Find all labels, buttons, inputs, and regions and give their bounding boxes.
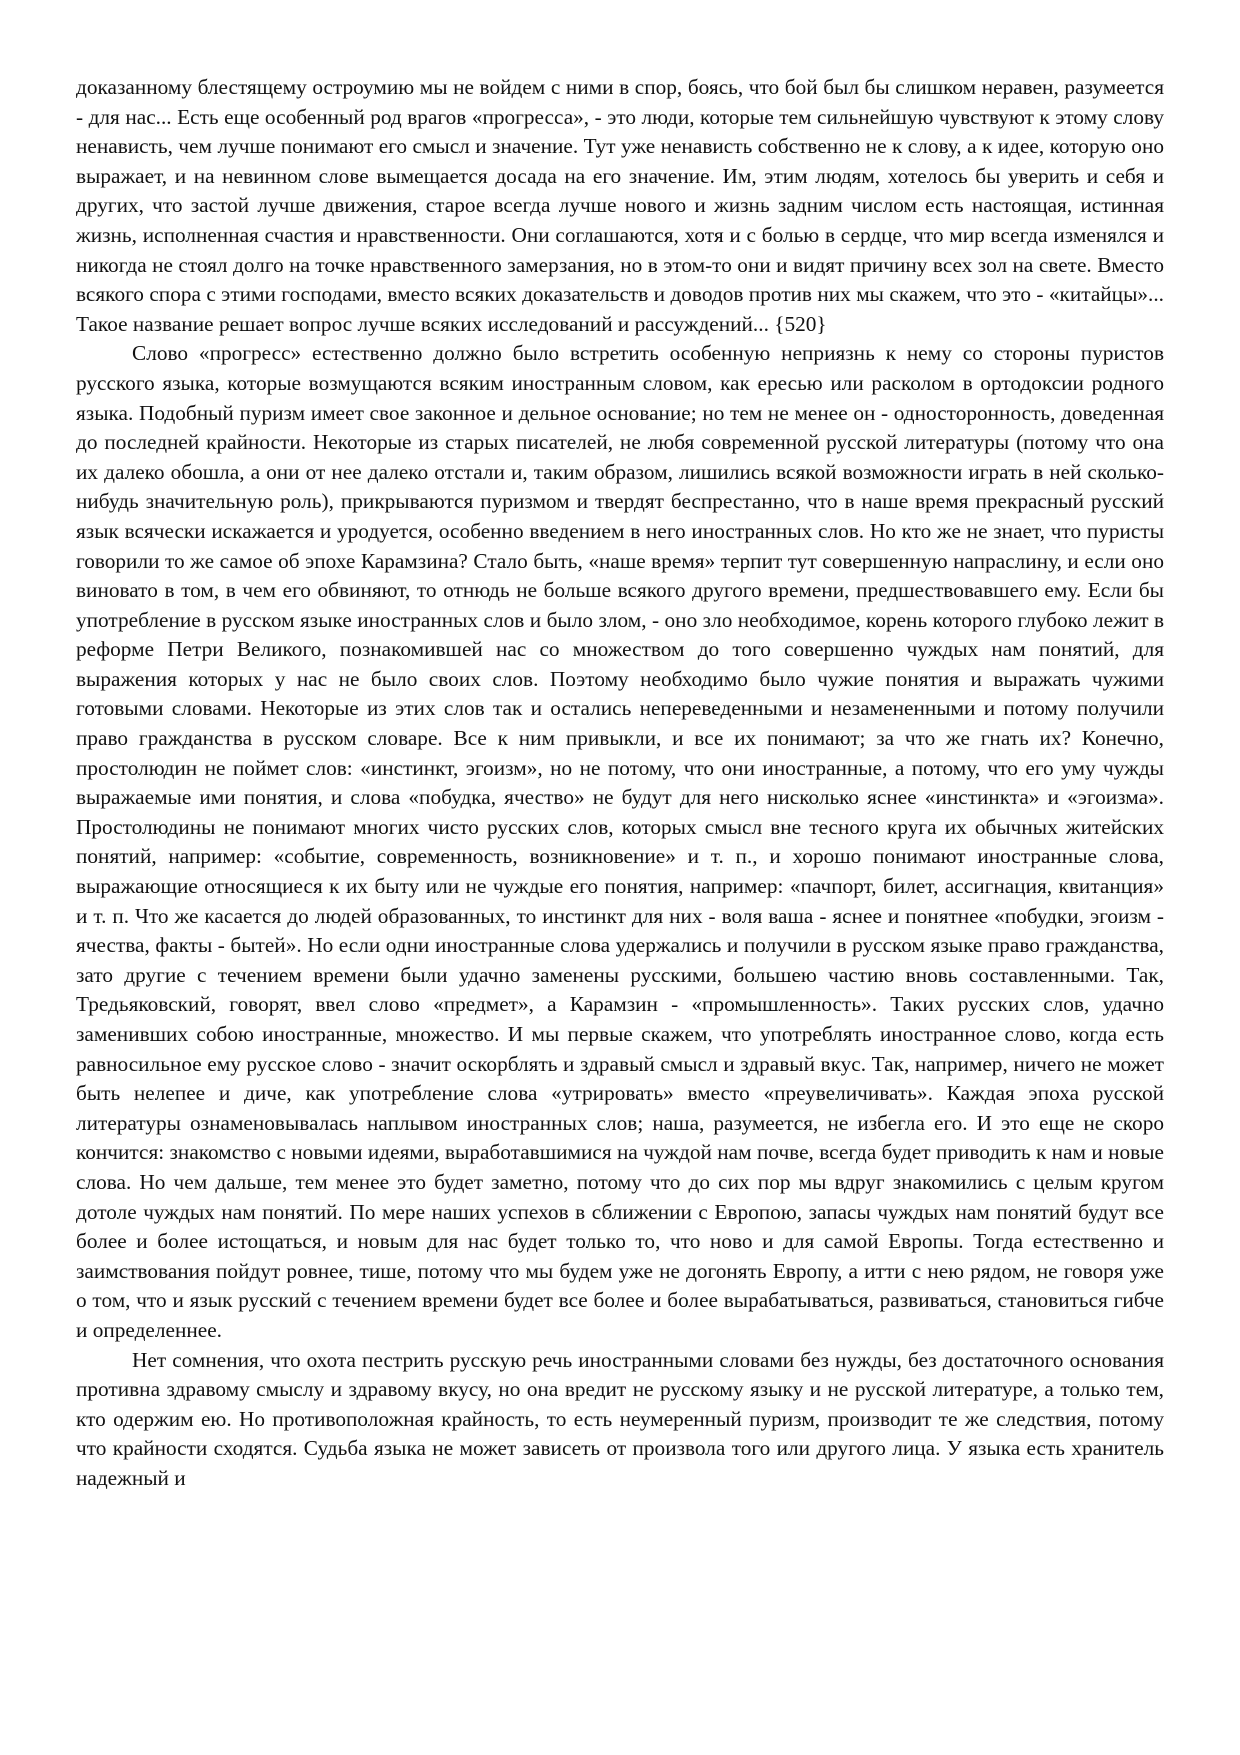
paragraph-2: Слово «прогресс» естественно должно было встретить особенную неприязнь к нему со стороны пуристов русского языка, которые возмущаются всяким иностранным словом, как ересью или расколом в ортодоксии родного языка. Подобный пуризм имеет свое законное и дельное основание; но тем не менее он - односторонность, доведенная до последней крайности. Некоторые из старых писателей, не любя современной русской литературы (потому что она их далеко обошла, а они от нее далеко отстали и, таким образом, лишились всякой возможности играть в ней сколько-нибудь значительную роль), прикрываются пуризмом и твердят беспрестанно, что в наше время прекрасный русский язык всячески искажается и уродуется, особенно введением в него иностранных слов. Но кто же не знает, что пуристы говорили то же самое об эпохе Карамзина? Стало быть, «наше время» терпит тут совершенную напраслину, и если оно виновато в том, в чем его обвиняют, то отнюдь не больше всякого другого времени, предшествовавшего ему. Если бы употребление в русском языке иностранных слов и было злом, - оно зло необходимое, корень которого глубоко лежит в реформе Петри Великого, познакомившей нас со множеством до того совершенно чуждых нам понятий, для выражения которых у нас не было своих слов. Поэтому необходимо было чужие понятия и выражать чужими готовыми словами. Некоторые из этих слов так и остались непереведенными и незамененными и потому получили право гражданства в русском словаре. Все к ним привыкли, и все их понимают; за что же гнать их? Конечно, простолюдин не поймет слов: «инстинкт, эгоизм», но не потому, что они иностранные, а потому, что его уму чужды выражаемые ими понятия, и слова «побудка, ячество» не будут для него нисколько яснее «инстинкта» и «эгоизма». Простолюдины не понимают многих чисто русских слов, которых смысл вне тесного круга их обычных житейских понятий, например: «событие, современность, возникновение» и т. п., и хорошо понимают иностранные слова, выражающие относящиеся к их быту или не чуждые его понятия, например: «пачпорт, билет, ассигнация, квитанция» и т. п. Что же касается до людей образованных, то инстинкт для них - воля ваша - яснее и понятнее «побудки, эгоизм - ячества, факты - бытей». Но если одни иностранные слова удержались и получили в русском языке право гражданства, зато другие с течением времени были удачно заменены русскими, большею частию вновь составленными. Так, Тредьяковский, говорят, ввел слово «предмет», а Карамзин - «промышленность». Таких русских слов, удачно заменивших собою иностранные, множество. И мы первые скажем, что употреблять иностранное слово, когда есть равносильное ему русское слово - значит оскорблять и здравый смысл и здравый вкус. Так, например, ничего не может быть нелепее и диче, как употребление слова «утрировать» вместо «преувеличивать». Каждая эпоха русской литературы ознаменовывалась наплывом иностранных слов; наша, разумеется, не избегла его. И это еще не скоро кончится: знакомство с новыми идеями, выработавшимися на чуждой нам почве, всегда будет приводить к нам и новые слова. Но чем дальше, тем менее это будет заметно, потому что до сих пор мы вдруг знакомились с целым кругом дотоле чуждых нам понятий. По мере наших успехов в сближении с Европою, запасы чуждых нам понятий будут все более и более истощаться, и новым для нас будет только то, что ново и для самой Европы. Тогда естественно и заимствования пойдут ровнее, тише, потому что мы будем уже не догонять Европу, а итти с нею рядом, не говоря уже о том, что и язык русский с течением времени будет все более и более вырабатываться, развиваться, становиться гибче и определеннее.	[76, 341, 1164, 1342]
paragraph-3: Нет сомнения, что охота пестрить русскую речь иностранными словами без нужды, без достаточного основания противна здравому смыслу и здравому вкусу, но она вредит не русскому языку и не русской литературе, а только тем, кто одержим ею. Но противоположная крайность, то есть неумеренный пуризм, производит те же следствия, потому что крайности сходятся. Судьба языка не может зависеть от произвола того или другого лица. У языка есть хранитель надежный и	[76, 1347, 1164, 1490]
paragraph-1: доказанному блестящему остроумию мы не войдем с ними в спор, боясь, что бой был бы слишком неравен, разумеется - для нас... Есть еще особенный род врагов «прогресса», - это люди, которые тем сильнейшую чувствуют к этому слову ненависть, чем лучше понимают его смысл и значение. Тут уже ненависть собственно не к слову, а к идее, которую оно выражает, и на невинном слове вымещается досада на его значение. Им, этим людям, хотелось бы уверить и себя и других, что застой лучше движения, старое всегда лучше нового и жизнь задним числом есть настоящая, истинная жизнь, исполненная счастия и нравственности. Они соглашаются, хотя и с болью в сердце, что мир всегда изменялся и никогда не стоял долго на точке нравственного замерзания, но в этом-то они и видят причину всех зол на свете. Вместо всякого спора с этими господами, вместо всяких доказательств и доводов против них мы скажем, что это - «китайцы»... Такое название решает вопрос лучше всяких исследований и рассуждений... {520}	[76, 75, 1164, 336]
document-page	[76, 73, 1164, 1494]
